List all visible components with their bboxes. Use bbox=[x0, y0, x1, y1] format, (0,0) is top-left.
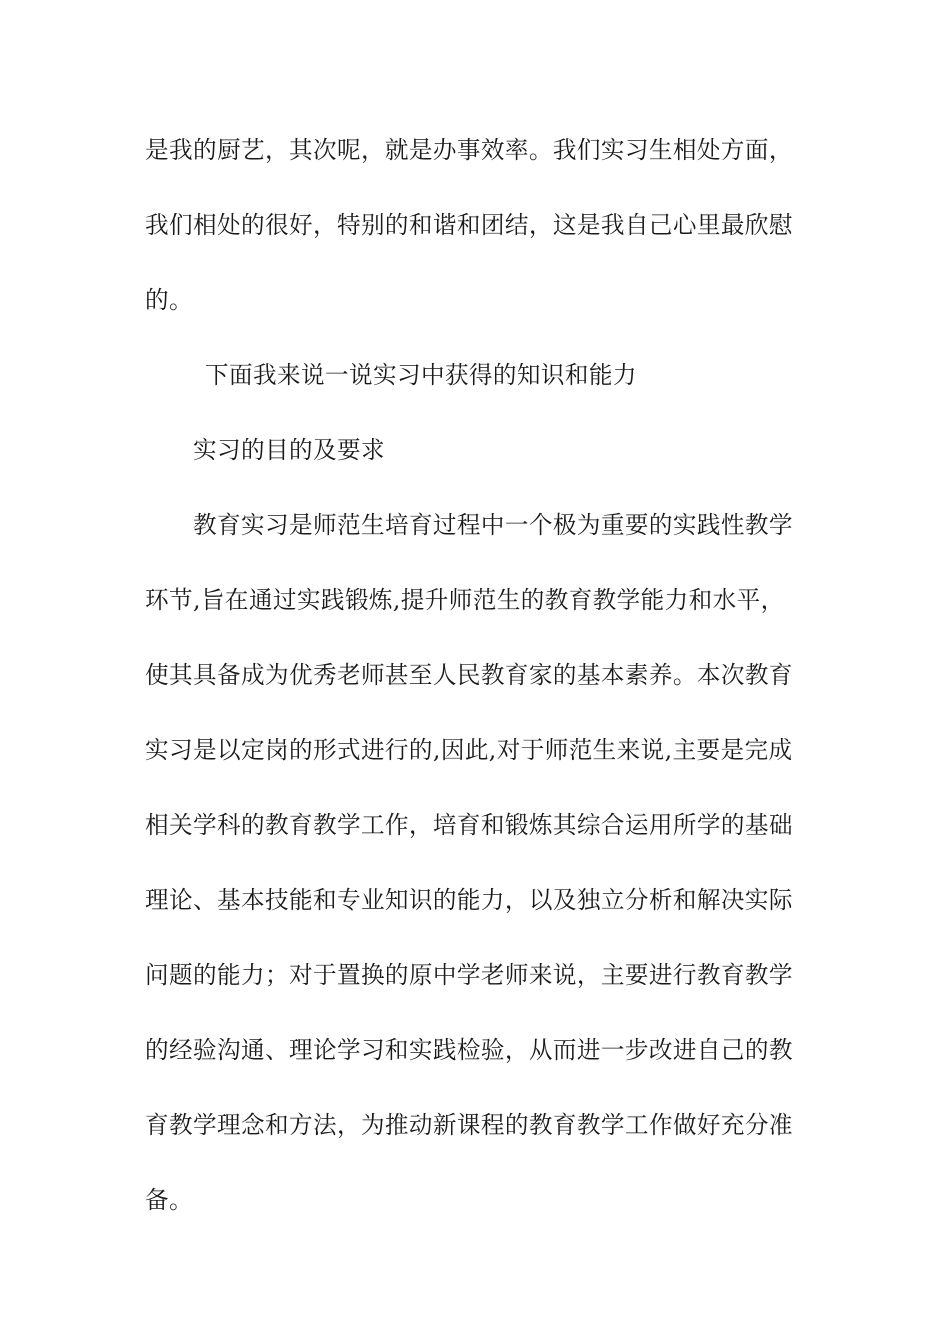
paragraph-line-8: 使其具备成为优秀老师甚至人民教育家的基本素养。本次教育 bbox=[145, 661, 793, 689]
paragraph-line-6: 教育实习是师范生培育过程中一个极为重要的实践性教学 bbox=[193, 511, 793, 539]
paragraph-line-3: 的。 bbox=[145, 286, 193, 314]
paragraph-line-12: 问题的能力；对于置换的原中学老师来说，主要进行教育教学 bbox=[145, 961, 793, 989]
paragraph-line-1: 是我的厨艺，其次呢，就是办事效率。我们实习生相处方面， bbox=[145, 136, 793, 164]
paragraph-line-2: 我们相处的很好，特别的和谐和团结，这是我自己心里最欣慰 bbox=[145, 211, 793, 239]
paragraph-line-9: 实习是以定岗的形式进行的,因此,对于师范生来说,主要是完成 bbox=[145, 736, 793, 764]
paragraph-line-11: 理论、基本技能和专业知识的能力，以及独立分析和解决实际 bbox=[145, 886, 793, 914]
paragraph-line-15: 备。 bbox=[145, 1186, 193, 1214]
section-heading-purpose: 实习的目的及要求 bbox=[193, 436, 385, 464]
paragraph-line-14: 育教学理念和方法，为推动新课程的教育教学工作做好充分准 bbox=[145, 1111, 793, 1139]
section-heading-knowledge: 下面我来说一说实习中获得的知识和能力 bbox=[205, 361, 637, 389]
paragraph-line-13: 的经验沟通、理论学习和实践检验，从而进一步改进自己的教 bbox=[145, 1036, 793, 1064]
paragraph-line-7: 环节,旨在通过实践锻炼,提升师范生的教育教学能力和水平， bbox=[145, 586, 785, 614]
paragraph-line-10: 相关学科的教育教学工作，培育和锻炼其综合运用所学的基础 bbox=[145, 811, 793, 839]
